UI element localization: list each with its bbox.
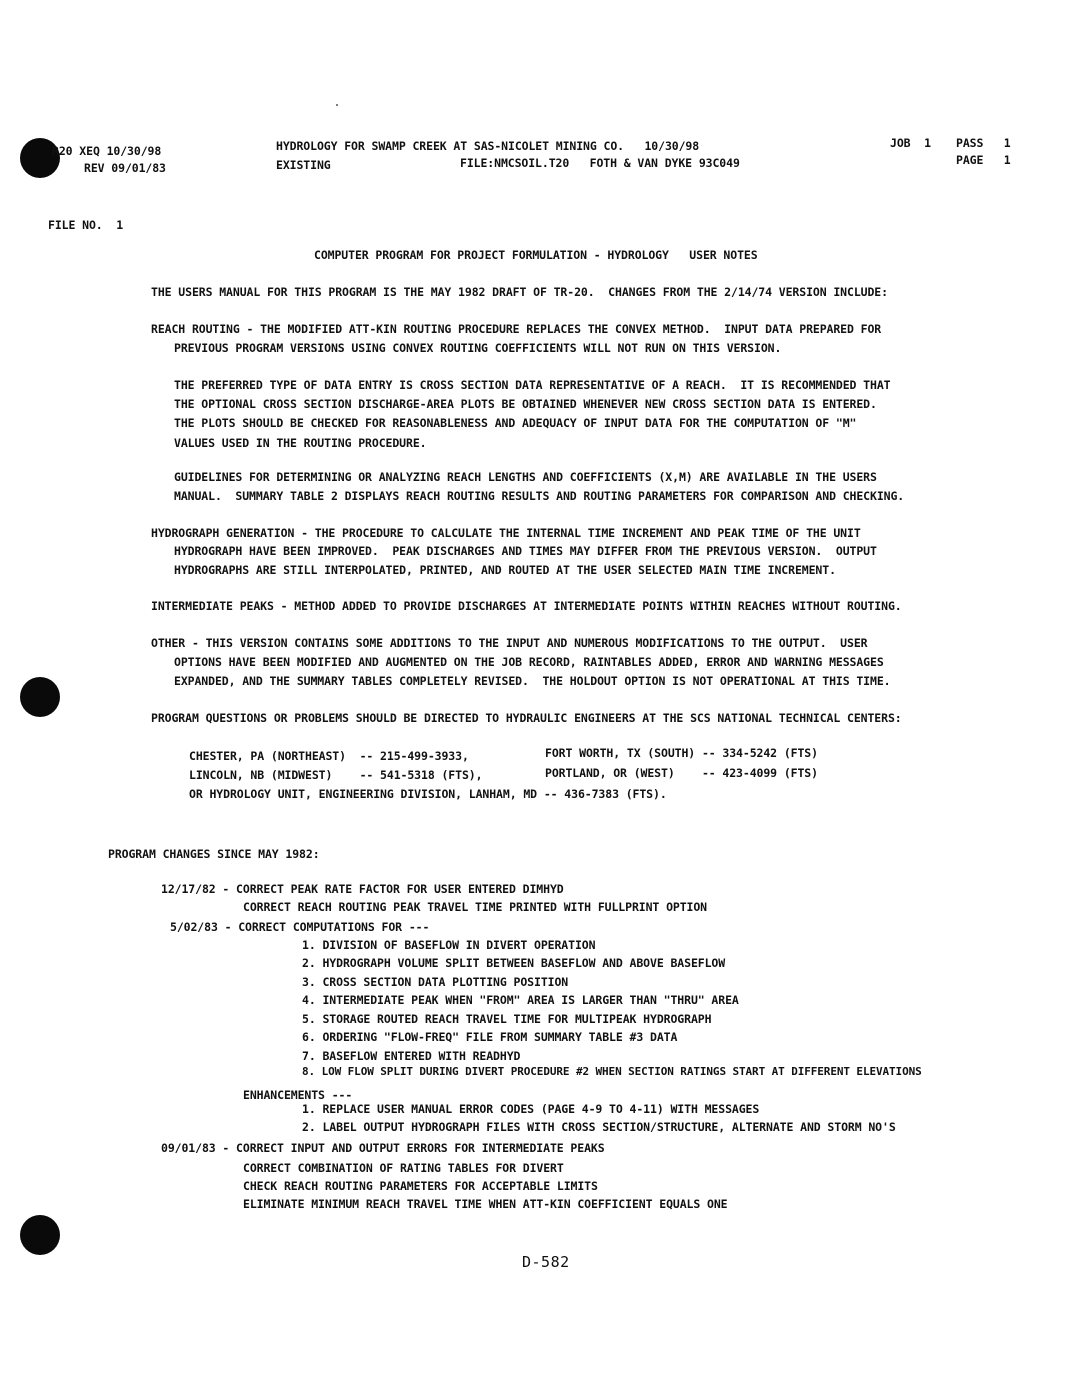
questions-line: PROGRAM QUESTIONS OR PROBLEMS SHOULD BE DIRECTED TO HYDRAULIC ENGINEERS AT THE SCS NATIONAL TECHNICAL CENTERS:: [151, 711, 902, 725]
intro-paragraph: THE USERS MANUAL FOR THIS PROGRAM IS THE MAY 1982 DRAFT OF TR-20. CHANGES FROM THE 2/14/74 VERSION INCLUDE:: [151, 285, 888, 299]
change-item-2: 2. HYDROGRAPH VOLUME SPLIT BETWEEN BASEFLOW AND ABOVE BASEFLOW: [302, 956, 726, 970]
hydrograph-line-3: HYDROGRAPHS ARE STILL INTERPOLATED, PRINTED, AND ROUTED AT THE USER SELECTED MAIN TIME INCREMENT.: [174, 563, 836, 577]
header-existing: EXISTING: [276, 158, 331, 172]
file-number: FILE NO. 1: [48, 218, 124, 232]
contact-lincoln: LINCOLN, NB (MIDWEST) -- 541-5318 (FTS),: [189, 768, 483, 782]
change-090183: 09/01/83 - CORRECT INPUT AND OUTPUT ERRORS FOR INTERMEDIATE PEAKS: [161, 1141, 605, 1155]
hydrograph-line-1: HYDROGRAPH GENERATION - THE PROCEDURE TO CALCULATE THE INTERNAL TIME INCREMENT AND PEAK TIME OF THE UNIT: [151, 526, 861, 540]
header-program-rev: REV 09/01/83: [84, 161, 166, 175]
header-file: FILE:NMCSOIL.T20 FOTH & VAN DYKE 93C049: [460, 156, 740, 170]
preferred-line-2: THE OPTIONAL CROSS SECTION DISCHARGE-AREA PLOTS BE OBTAINED WHENEVER NEW CROSS SECTION DATA IS ENTERED.: [174, 397, 877, 411]
other-line-2: OPTIONS HAVE BEEN MODIFIED AND AUGMENTED ON THE JOB RECORD, RAINTABLES ADDED, ERROR AND WARNING MESSAGES: [174, 655, 884, 669]
change-item-7: 7. BASEFLOW ENTERED WITH READHYD: [302, 1049, 521, 1063]
scan-speck: [336, 104, 338, 106]
changes-heading: PROGRAM CHANGES SINCE MAY 1982:: [108, 847, 320, 861]
guidelines-line-2: MANUAL. SUMMARY TABLE 2 DISPLAYS REACH ROUTING RESULTS AND ROUTING PARAMETERS FOR COMPARISON AND CHECKING.: [174, 489, 905, 503]
contact-portland: PORTLAND, OR (WEST) -- 423-4099 (FTS): [545, 766, 818, 780]
enhancements-heading: ENHANCEMENTS ---: [243, 1088, 353, 1102]
change-item-4: 4. INTERMEDIATE PEAK WHEN "FROM" AREA IS LARGER THAN "THRU" AREA: [302, 993, 739, 1007]
reach-routing-line-2: PREVIOUS PROGRAM VERSIONS USING CONVEX ROUTING COEFFICIENTS WILL NOT RUN ON THIS VERSION.: [174, 341, 782, 355]
change-item-8: 8. LOW FLOW SPLIT DURING DIVERT PROCEDURE #2 WHEN SECTION RATINGS START AT DIFFERENT ELEVATIONS: [302, 1065, 922, 1078]
header-job: JOB 1: [890, 136, 931, 150]
preferred-line-3: THE PLOTS SHOULD BE CHECKED FOR REASONABLENESS AND ADEQUACY OF INPUT DATA FOR THE COMPUTATION OF "M": [174, 416, 857, 430]
change-090183-item-1: CORRECT COMBINATION OF RATING TABLES FOR DIVERT: [243, 1161, 564, 1175]
other-line-3: EXPANDED, AND THE SUMMARY TABLES COMPLETELY REVISED. THE HOLDOUT OPTION IS NOT OPERATIONAL AT THIS TIME.: [174, 674, 891, 688]
page-footer-number: D-582: [522, 1253, 570, 1271]
enhancement-item-2: 2. LABEL OUTPUT HYDROGRAPH FILES WITH CROSS SECTION/STRUCTURE, ALTERNATE AND STORM NO'S: [302, 1120, 896, 1134]
change-50283: 5/02/83 - CORRECT COMPUTATIONS FOR ---: [170, 920, 430, 934]
punch-hole-middle: [20, 677, 60, 717]
header-page: PAGE 1: [956, 153, 1011, 167]
hydrograph-line-2: HYDROGRAPH HAVE BEEN IMPROVED. PEAK DISCHARGES AND TIMES MAY DIFFER FROM THE PREVIOUS VERSION. OUTPUT: [174, 544, 877, 558]
guidelines-line-1: GUIDELINES FOR DETERMINING OR ANALYZING REACH LENGTHS AND COEFFICIENTS (X,M) ARE AVAILABLE IN THE USERS: [174, 470, 877, 484]
header-title: HYDROLOGY FOR SWAMP CREEK AT SAS-NICOLET MINING CO. 10/30/98: [276, 139, 700, 153]
punch-hole-bottom: [20, 1215, 60, 1255]
preferred-line-4: VALUES USED IN THE ROUTING PROCEDURE.: [174, 436, 427, 450]
header-pass: PASS 1: [956, 136, 1011, 150]
intermediate-peaks: INTERMEDIATE PEAKS - METHOD ADDED TO PROVIDE DISCHARGES AT INTERMEDIATE POINTS WITHIN REACHES WITHOUT ROUTING.: [151, 599, 902, 613]
change-item-3: 3. CROSS SECTION DATA PLOTTING POSITION: [302, 975, 569, 989]
preferred-line-1: THE PREFERRED TYPE OF DATA ENTRY IS CROSS SECTION DATA REPRESENTATIVE OF A REACH. IT IS RECOMMENDED THAT: [174, 378, 891, 392]
contact-lanham: OR HYDROLOGY UNIT, ENGINEERING DIVISION, LANHAM, MD -- 436-7383 (FTS).: [189, 787, 667, 801]
page-title: COMPUTER PROGRAM FOR PROJECT FORMULATION - HYDROLOGY USER NOTES: [314, 248, 758, 262]
change-090183-item-2: CHECK REACH ROUTING PARAMETERS FOR ACCEPTABLE LIMITS: [243, 1179, 598, 1193]
change-item-1: 1. DIVISION OF BASEFLOW IN DIVERT OPERATION: [302, 938, 596, 952]
header-program-xeq: R20 XEQ 10/30/98: [52, 144, 162, 158]
other-line-1: OTHER - THIS VERSION CONTAINS SOME ADDITIONS TO THE INPUT AND NUMEROUS MODIFICATIONS TO THE OUTPUT. USER: [151, 636, 868, 650]
change-item-6: 6. ORDERING "FLOW-FREQ" FILE FROM SUMMARY TABLE #3 DATA: [302, 1030, 678, 1044]
change-121782: 12/17/82 - CORRECT PEAK RATE FACTOR FOR USER ENTERED DIMHYD: [161, 882, 564, 896]
enhancement-item-1: 1. REPLACE USER MANUAL ERROR CODES (PAGE 4-9 TO 4-11) WITH MESSAGES: [302, 1102, 760, 1116]
contact-chester: CHESTER, PA (NORTHEAST) -- 215-499-3933,: [189, 749, 469, 763]
change-121782-b: CORRECT REACH ROUTING PEAK TRAVEL TIME PRINTED WITH FULLPRINT OPTION: [243, 900, 708, 914]
reach-routing-line-1: REACH ROUTING - THE MODIFIED ATT-KIN ROUTING PROCEDURE REPLACES THE CONVEX METHOD. INPUT DATA PREPARED FOR: [151, 322, 882, 336]
change-090183-item-3: ELIMINATE MINIMUM REACH TRAVEL TIME WHEN ATT-KIN COEFFICIENT EQUALS ONE: [243, 1197, 728, 1211]
contact-fort-worth: FORT WORTH, TX (SOUTH) -- 334-5242 (FTS): [545, 746, 818, 760]
change-item-5: 5. STORAGE ROUTED REACH TRAVEL TIME FOR MULTIPEAK HYDROGRAPH: [302, 1012, 712, 1026]
